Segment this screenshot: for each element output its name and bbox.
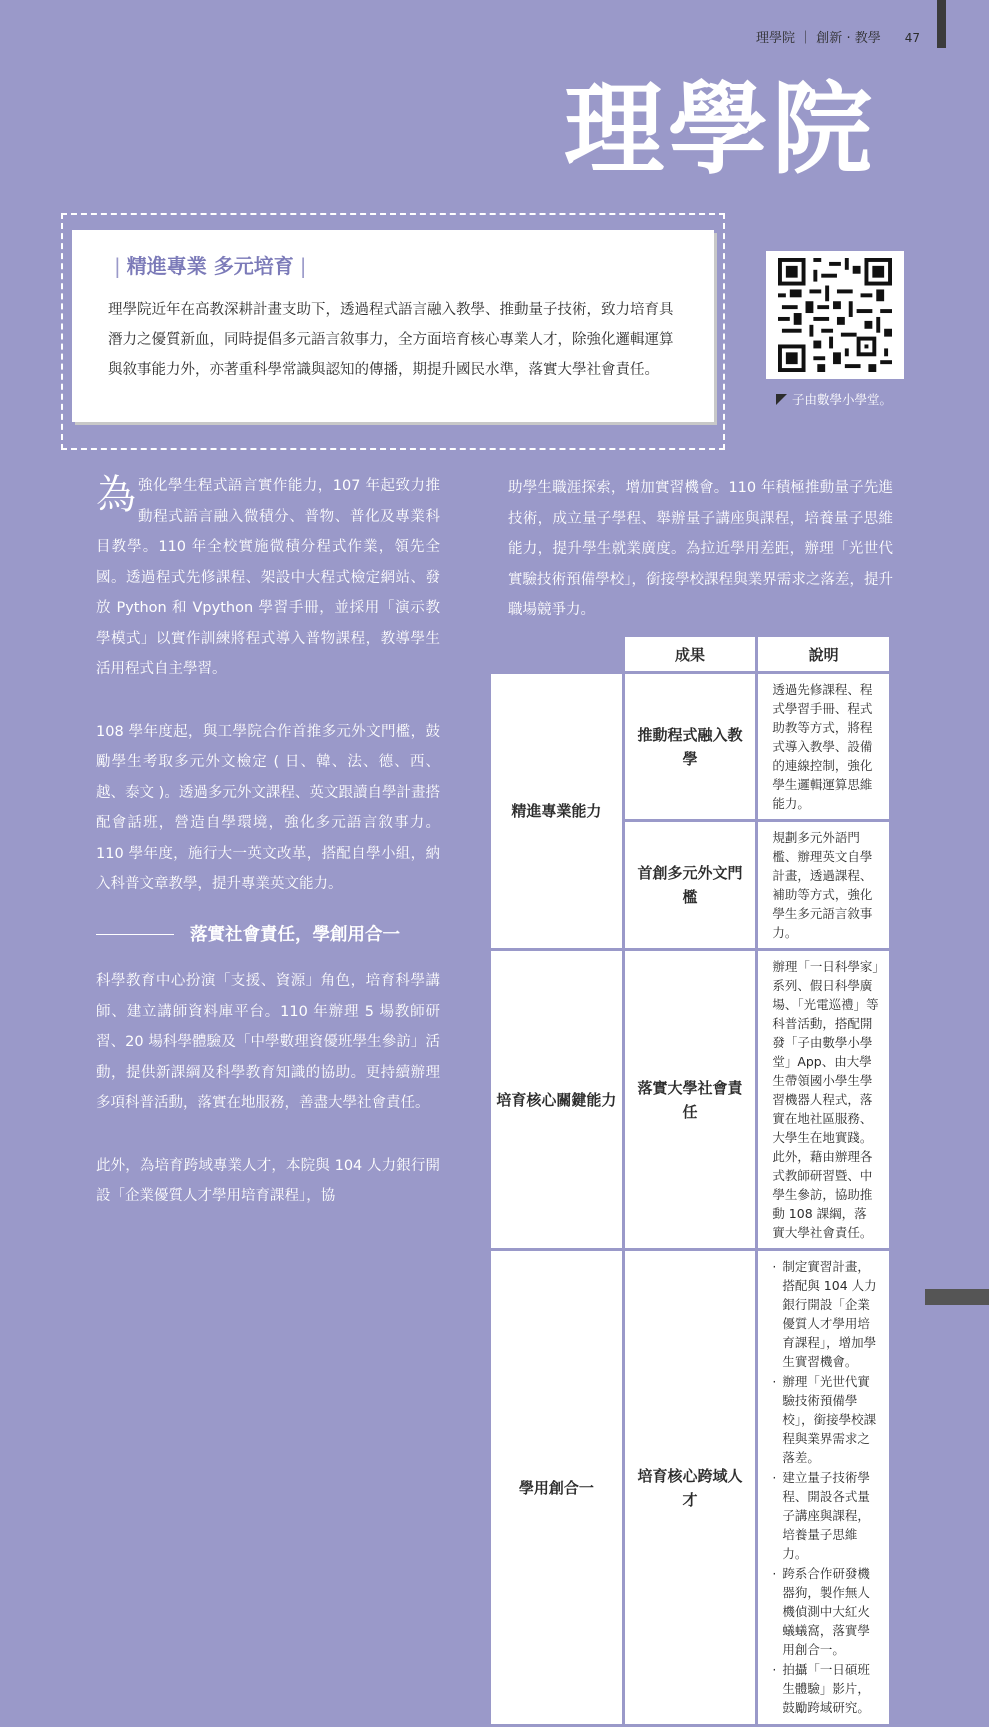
table-result: 首創多元外文門檻 — [625, 822, 756, 948]
page-number: 47 — [904, 31, 920, 45]
table-desc — [758, 1251, 889, 1724]
qr-code-pattern — [777, 258, 893, 372]
list-item: · 辦理「光世代實驗技術預備學校」，銜接學校課程與業界需求之落差。 — [772, 1372, 879, 1467]
table-row — [491, 951, 889, 1248]
intro-box — [72, 230, 714, 422]
intro-heading: | 精進專業 多元培育 | — [114, 254, 307, 278]
dropcap: 為 — [96, 472, 136, 518]
table-result: 培育核心跨域人才 — [625, 1251, 756, 1724]
left-paragraph-4: 此外，為培育跨域專業人才，本院與 104 人力銀行開設「企業優質人才學用培育課程」，協 — [96, 1157, 440, 1204]
table-desc: 透過先修課程、程式學習手冊、程式助教等方式，將程式導入教學、設備的連線控制，強化學生邏輯運算思維能力。 — [758, 674, 889, 819]
qr-caption-text: 子由數學小學堂。 — [792, 392, 893, 407]
table-desc-list — [772, 1257, 879, 1717]
list-item: · 建立量子技術學程、開設各式量子講座與課程，培養量子思維力。 — [772, 1468, 879, 1563]
table-header-row — [491, 637, 889, 671]
qr-code[interactable] — [766, 251, 904, 379]
table-row — [491, 674, 889, 819]
header-accent-bar — [937, 0, 946, 48]
section-heading-text: 落實社會責任，學創用合一 — [190, 924, 400, 945]
list-item: · 制定實習計畫，搭配與 104 人力銀行開設「企業優質人才學用培育課程」，增加學生實習機會。 — [772, 1257, 879, 1371]
running-header-section: 理學院 ｜ 創新 · 教學 — [756, 31, 881, 46]
left-paragraph-1-text: 強化學生程式語言實作能力，107 年起致力推動程式語言融入微積分、普物、普化及專業科目教學。110 年全校實施微積分程式作業，領先全國。透過程式先修課程、架設中大程式檢定網站、發放 Python 和 Vpython 學習手冊，並採用「演示教學模式」以實作訓練將程式導入普物課程，教導學生活用程式自主學習。 — [96, 478, 440, 677]
running-header — [650, 27, 920, 46]
table-header-desc: 說明 — [758, 637, 889, 671]
page-title: 理學院 — [564, 71, 876, 188]
list-item: · 跨系合作研發機器狗，製作無人機偵測中大紅火蟻蟻窩，落實學用創合一。 — [772, 1564, 879, 1659]
left-paragraph-3: 科學教育中心扮演「支援、資源」角色，培育科學講師、建立講師資料庫平台。110 年辦理 5 場教師研習、20 場科學體驗及「中學數理資優班學生參訪」活動，提供新課綱及科學教育知識的協助。更持續辦理多項科普活動，落實在地服務，善盡大學社會責任。 — [96, 973, 440, 1111]
left-paragraph-2: 108 學年度起，與工學院合作首推多元外文門檻，鼓勵學生考取多元外文檢定 ( 日、韓、法、德、西、越、泰文 )。透過多元外文課程、英文跟讀自學計畫搭配會話班，營造自學環境，強化多元語言敘事力。110 學年度，施行大一英文改革，搭配自學小組，納入科普文章教學，提升專業英文能力。 — [96, 723, 440, 892]
footer-accent-bar — [925, 1289, 989, 1305]
right-paragraph-1: 助學生職涯探索，增加實習機會。110 年積極推動量子先進技術，成立量子學程、舉辦量子講座與課程，培養量子思維能力，提升學生就業廣度。為拉近學用差距，辦理「光世代實驗技術預備學校」，銜接學校課程與業界需求之落差，提升職場競爭力。 — [508, 480, 893, 618]
section-heading — [96, 920, 440, 951]
right-column — [508, 473, 893, 626]
table-category: 精進專業能力 — [491, 674, 622, 948]
table-result: 推動程式融入教學 — [625, 674, 756, 819]
intro-heading-text: 精進專業 多元培育 — [126, 254, 294, 278]
table-result: 落實大學社會責任 — [625, 951, 756, 1248]
table-category: 學用創合一 — [491, 1251, 622, 1724]
intro-text: 理學院近年在高教深耕計畫支助下，透過程式語言融入教學、推動量子技術，致力培育具潛力之優質新血，同時提倡多元語言敘事力，全方面培育核心專業人才，除強化邏輯運算與敘事能力外，亦著重科學常識與認知的傳播，期提升國民水準，落實大學社會責任。 — [108, 302, 674, 378]
left-column — [96, 471, 440, 1212]
left-paragraph-1 — [96, 471, 440, 685]
table-desc: 辦理「一日科學家」系列、假日科學廣場、「光電巡禮」等科普活動，搭配開發「子由數學小學堂」App、由大學生帶領國小學生學習機器人程式，落實在地社區服務、大學生在地實踐。此外，藉由辦理各式教師研習暨、中學生參訪，協助推動 108 課綱，落實大學社會責任。 — [758, 951, 889, 1248]
table-header-result: 成果 — [625, 637, 756, 671]
caption-marker-icon — [776, 394, 787, 405]
table-row — [491, 1251, 889, 1724]
table-category: 培育核心關鍵能力 — [491, 951, 622, 1248]
table-desc: 規劃多元外語門檻、辦理英文自學計畫，透過課程、補助等方式，強化學生多元語言敘事力。 — [758, 822, 889, 948]
qr-caption — [776, 390, 892, 408]
section-heading-rule — [96, 934, 174, 935]
list-item: · 拍攝「一日碩班生體驗」影片，鼓勵跨域研究。 — [772, 1660, 879, 1717]
results-table — [488, 634, 892, 1727]
